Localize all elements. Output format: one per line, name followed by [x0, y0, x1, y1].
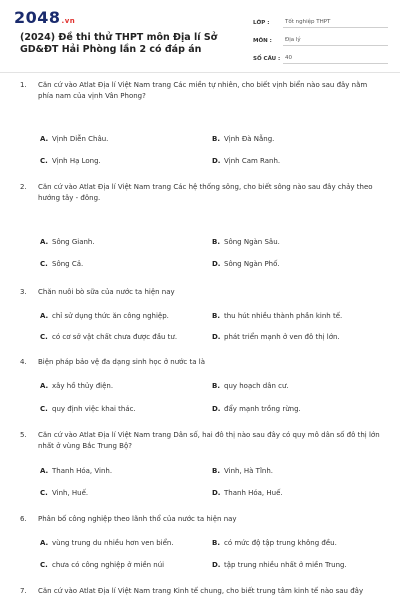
- exam-title: (2024) Đề thi thử THPT môn Địa lí Sở GD&ĐT Hải Phòng lần 2 có đáp án: [20, 32, 218, 55]
- option-letter: B.: [212, 312, 220, 320]
- option-text: Vinh, Hà Tĩnh.: [224, 467, 273, 475]
- option-text: thu hút nhiều thành phần kinh tế.: [224, 312, 343, 320]
- option-text: Thanh Hóa, Huế.: [224, 489, 283, 497]
- option-letter: C.: [40, 489, 48, 497]
- option-d[interactable]: [212, 332, 340, 342]
- option-letter: B.: [212, 238, 220, 246]
- option-text: quy hoạch dân cư.: [224, 382, 289, 390]
- option-letter: A.: [40, 135, 49, 143]
- option-letter: D.: [212, 333, 221, 341]
- option-text: vùng trung du nhiều hơn ven biển.: [52, 539, 174, 547]
- meta-row-count: [253, 49, 388, 64]
- option-text: có cơ sở vật chất chưa được đầu tư.: [52, 333, 178, 341]
- question-number: 5.: [20, 431, 27, 439]
- question-text: Căn cứ vào Atlat Địa lí Việt Nam trang Kinh tế chung, cho biết trung tâm kinh tế nào sau đây: [38, 587, 364, 595]
- option-text: phát triển mạnh ở ven đô thị lớn.: [224, 333, 340, 341]
- option-text: Vịnh Cam Ranh.: [224, 157, 281, 165]
- option-b[interactable]: [212, 538, 337, 548]
- option-c[interactable]: [40, 560, 164, 570]
- option-letter: B.: [212, 135, 220, 143]
- option-letter: A.: [40, 312, 49, 320]
- question-text: Căn cứ vào Atlat Địa lí Việt Nam trang Các miền tự nhiên, cho biết vịnh biển nào sau đây nằm phía nam của vịnh Vân Phong?: [38, 81, 368, 100]
- question-number: 2.: [20, 183, 27, 191]
- option-b[interactable]: [212, 134, 274, 144]
- logo-suffix: .vn: [61, 17, 76, 25]
- option-a[interactable]: [40, 134, 108, 144]
- option-d[interactable]: [212, 259, 280, 269]
- option-letter: D.: [212, 260, 221, 268]
- option-letter: A.: [40, 382, 49, 390]
- option-a[interactable]: [40, 538, 174, 548]
- site-logo[interactable]: [14, 8, 75, 27]
- question-text: Chăn nuôi bò sữa của nước ta hiện nay: [38, 288, 175, 296]
- question-text: Căn cứ vào Atlat Địa lí Việt Nam trang Dân số, hai đô thị nào sau đây có quy mô dân số đô thị lớn nhất ở vùng Bắc Trung Bộ?: [38, 431, 380, 450]
- question-text: Biện pháp bảo vệ đa dạng sinh học ở nước ta là: [38, 358, 205, 366]
- option-c[interactable]: [40, 156, 101, 166]
- option-text: chỉ sử dụng thức ăn công nghiệp.: [52, 312, 169, 320]
- option-letter: B.: [212, 539, 220, 547]
- option-letter: C.: [40, 405, 48, 413]
- option-letter: A.: [40, 539, 49, 547]
- option-text: xây hồ thủy điện.: [52, 382, 114, 390]
- meta-value: Địa lý: [283, 37, 388, 46]
- page-header: [0, 0, 400, 73]
- question-number: 1.: [20, 81, 27, 89]
- option-text: chưa có công nghiệp ở miền núi: [52, 561, 165, 569]
- option-text: đẩy mạnh trồng rừng.: [224, 405, 301, 413]
- option-text: Sông Ngàn Sâu.: [224, 238, 280, 246]
- question-number: 6.: [20, 515, 27, 523]
- option-text: có mức độ tập trung không đều.: [224, 539, 337, 547]
- option-text: tập trung nhiều nhất ở miền Trung.: [224, 561, 347, 569]
- question-text: Phân bố công nghiệp theo lãnh thổ của nước ta hiện nay: [38, 515, 237, 523]
- option-text: quy định việc khai thác.: [52, 405, 136, 413]
- option-text: Vịnh Hạ Long.: [52, 157, 101, 165]
- logo-text: 2048: [14, 8, 61, 27]
- option-a[interactable]: [40, 466, 112, 476]
- option-c[interactable]: [40, 259, 83, 269]
- option-letter: B.: [212, 382, 220, 390]
- meta-row-subject: [253, 31, 388, 46]
- question-2: [20, 182, 382, 204]
- option-d[interactable]: [212, 560, 347, 570]
- meta-label: MÔN :: [253, 38, 272, 44]
- option-c[interactable]: [40, 488, 88, 498]
- question-number: 7.: [20, 587, 27, 595]
- option-text: Thanh Hóa, Vinh.: [52, 467, 113, 475]
- question-3: [20, 287, 382, 298]
- option-b[interactable]: [212, 237, 280, 247]
- option-text: Sông Cả.: [52, 260, 84, 268]
- option-text: Sông Gianh.: [52, 238, 95, 246]
- question-7: [20, 586, 382, 597]
- meta-label: SỐ CÂU :: [253, 56, 281, 62]
- option-a[interactable]: [40, 381, 113, 391]
- question-6: [20, 514, 382, 525]
- option-d[interactable]: [212, 156, 280, 166]
- meta-value: 40: [283, 55, 388, 64]
- question-number: 3.: [20, 288, 27, 296]
- option-letter: D.: [212, 561, 221, 569]
- option-text: Vịnh Diễn Châu.: [52, 135, 109, 143]
- option-c[interactable]: [40, 404, 136, 414]
- option-text: Vinh, Huế.: [52, 489, 89, 497]
- option-b[interactable]: [212, 466, 273, 476]
- option-letter: A.: [40, 238, 49, 246]
- option-letter: C.: [40, 260, 48, 268]
- meta-row-class: [253, 13, 388, 28]
- exam-meta: [253, 13, 388, 67]
- option-d[interactable]: [212, 488, 283, 498]
- meta-value: Tốt nghiệp THPT: [283, 19, 388, 28]
- question-5: [20, 430, 382, 452]
- option-a[interactable]: [40, 237, 95, 247]
- option-text: Vịnh Đà Nẵng.: [224, 135, 275, 143]
- question-number: 4.: [20, 358, 27, 366]
- option-letter: D.: [212, 157, 221, 165]
- question-1: [20, 80, 382, 102]
- option-letter: D.: [212, 405, 221, 413]
- meta-label: LỚP :: [253, 20, 270, 26]
- option-d[interactable]: [212, 404, 301, 414]
- option-letter: D.: [212, 489, 221, 497]
- option-letter: C.: [40, 561, 48, 569]
- option-letter: B.: [212, 467, 220, 475]
- option-b[interactable]: [212, 381, 289, 391]
- option-letter: A.: [40, 467, 49, 475]
- question-4: [20, 357, 382, 368]
- option-letter: C.: [40, 157, 48, 165]
- option-a[interactable]: [40, 311, 169, 321]
- question-text: Căn cứ vào Atlat Địa lí Việt Nam trang Các hệ thống sông, cho biết sông nào sau đây chảy theo hướng tây - đông.: [38, 183, 373, 202]
- option-c[interactable]: [40, 332, 177, 342]
- option-letter: C.: [40, 333, 48, 341]
- option-text: Sông Ngàn Phố.: [224, 260, 280, 268]
- option-b[interactable]: [212, 311, 342, 321]
